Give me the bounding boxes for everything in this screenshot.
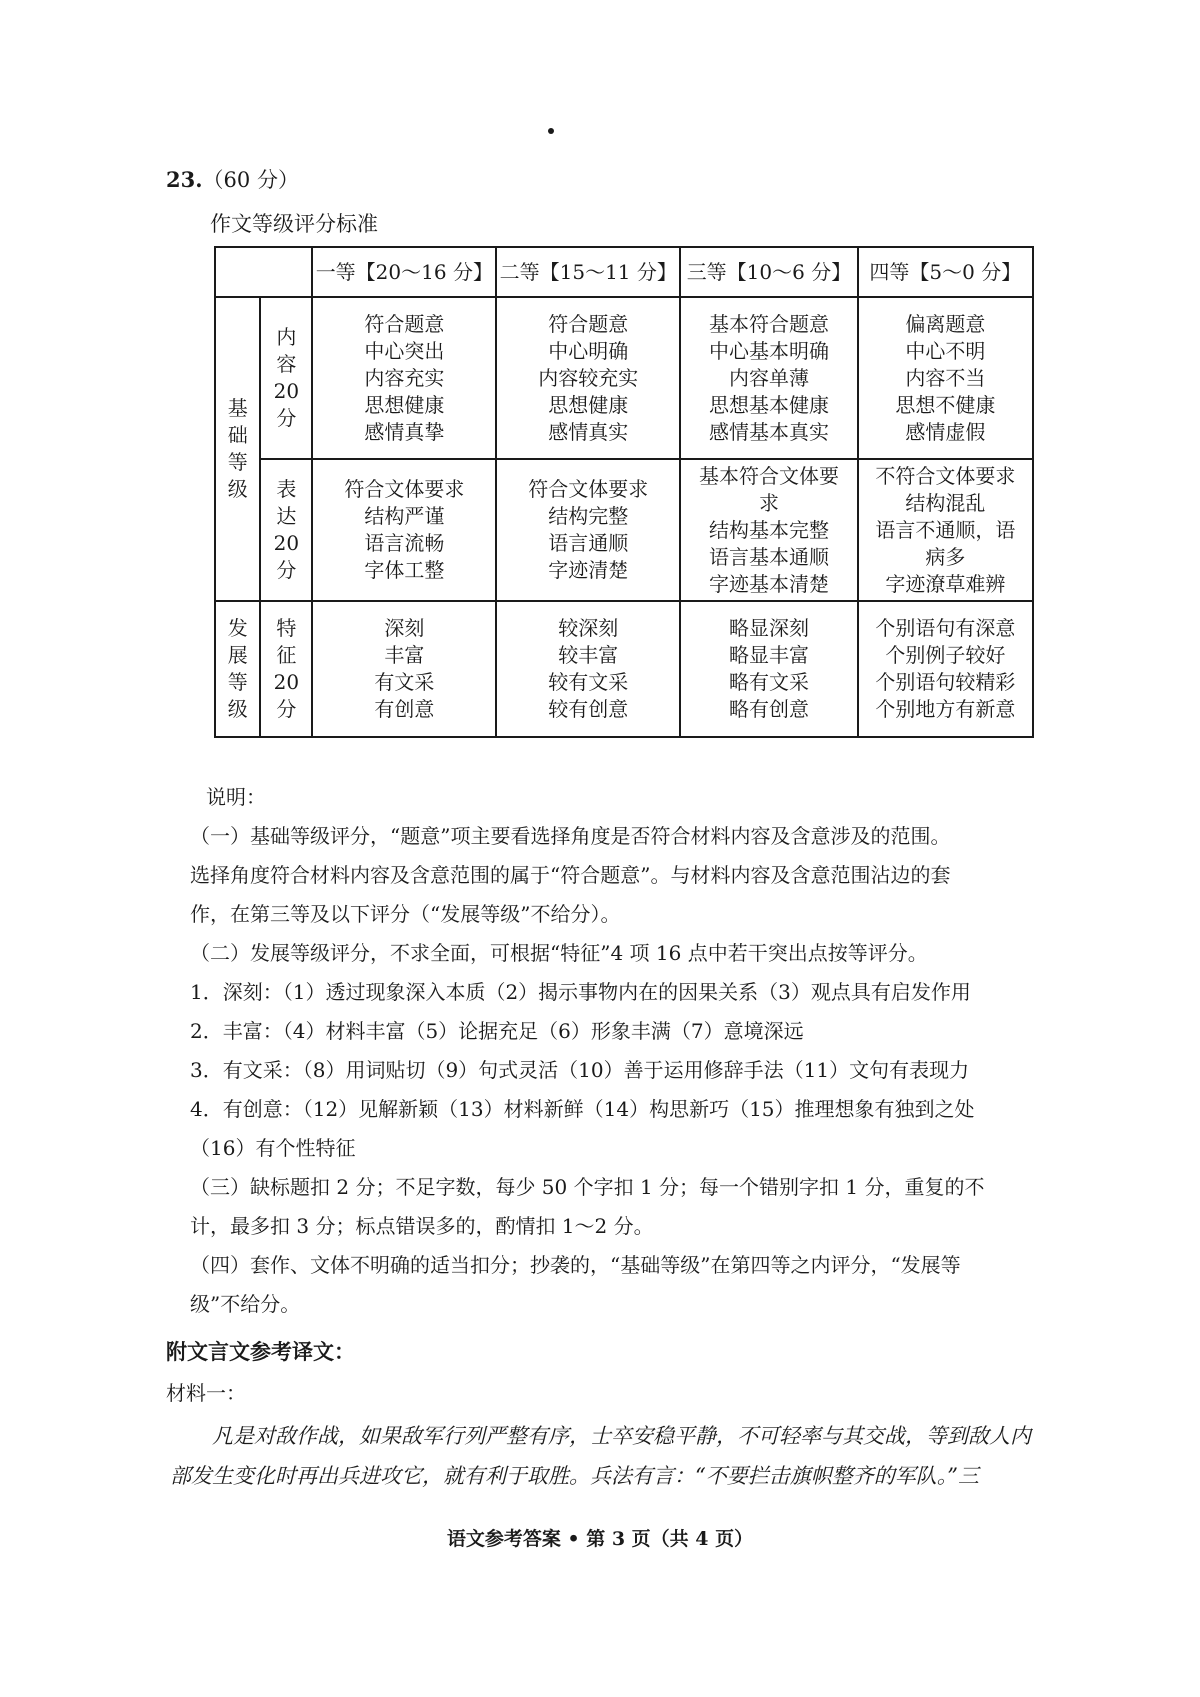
cell-expression-grade-4: 不符合文体要求 结构混乱 语言不通顺，语 病多 字迹潦草难辨 <box>858 459 1033 601</box>
table-title: 作文等级评分标准 <box>210 212 378 236</box>
cell-content-grade-2: 符合题意 中心明确 内容较充实 思想健康 感情真实 <box>496 297 680 459</box>
notes-line: 选择角度符合材料内容及含意范围的属于“符合题意”。与材料内容及含意范围沾边的套 <box>190 863 951 887</box>
cell-features-grade-4: 个别语句有深意 个别例子较好 个别语句较精彩 个别地方有新意 <box>858 601 1033 737</box>
cell-content-grade-4: 偏离题意 中心不明 内容不当 思想不健康 感情虚假 <box>858 297 1033 459</box>
grading-table <box>214 246 1034 738</box>
notes-line: （一）基础等级评分，“题意”项主要看选择角度是否符合材料内容及含意涉及的范围。 <box>190 824 951 848</box>
question-points: （60 分） <box>202 168 299 192</box>
appendix-title: 附文言文参考译文： <box>166 1339 355 1364</box>
cell-features-grade-1: 深刻 丰富 有文采 有创意 <box>312 601 496 737</box>
group-dev-label: 发 展 等 级 <box>215 601 260 737</box>
header-grade-2: 二等【15～11 分】 <box>496 247 680 297</box>
group-basic-label: 基 础 等 级 <box>215 297 260 601</box>
cell-expression-grade-1: 符合文体要求 结构严谨 语言流畅 字体工整 <box>312 459 496 601</box>
header-grade-1: 一等【20～16 分】 <box>312 247 496 297</box>
question-number <box>166 164 299 194</box>
notes-line: 3．有文采：（8）用词贴切（9）句式灵活（10）善于运用修辞手法（11）文句有表现力 <box>190 1058 970 1082</box>
notes-line: 4．有创意：（12）见解新颖（13）材料新鲜（14）构思新巧（15）推理想象有独到之处 <box>190 1097 975 1121</box>
question-number-label: 23. <box>166 167 203 192</box>
notes-line: 2．丰富：（4）材料丰富（5）论据充足（6）形象丰满（7）意境深远 <box>190 1019 804 1043</box>
table-row-content <box>215 297 1033 459</box>
notes-line: （二）发展等级评分，不求全面，可根据“特征”4 项 16 点中若干突出点按等评分。 <box>190 941 928 965</box>
notes-line: 作，在第三等及以下评分（“发展等级”不给分）。 <box>190 902 621 926</box>
notes-heading: 说明： <box>206 785 266 809</box>
cell-content-grade-1: 符合题意 中心突出 内容充实 思想健康 感情真挚 <box>312 297 496 459</box>
row-label-content: 内 容 20 分 <box>260 297 312 459</box>
cell-features-grade-3: 略显深刻 略显丰富 略有文采 略有创意 <box>680 601 857 737</box>
notes-line: 计，最多扣 3 分；标点错误多的，酌情扣 1～2 分。 <box>190 1214 654 1238</box>
cell-expression-grade-3: 基本符合文体要 求 结构基本完整 语言基本通顺 字迹基本清楚 <box>680 459 857 601</box>
header-grade-4: 四等【5～0 分】 <box>858 247 1033 297</box>
header-corner <box>215 247 312 297</box>
decorative-dot <box>548 128 554 134</box>
header-grade-3: 三等【10～6 分】 <box>680 247 857 297</box>
notes-line: （三）缺标题扣 2 分；不足字数，每少 50 个字扣 1 分；每一个错别字扣 1 分，重复的不 <box>190 1175 985 1199</box>
page-footer: 语文参考答案 • 第 3 页（共 4 页） <box>446 1528 754 1550</box>
cell-features-grade-2: 较深刻 较丰富 较有文采 较有创意 <box>496 601 680 737</box>
notes-line: 级”不给分。 <box>190 1292 301 1316</box>
table-row-expression <box>215 459 1033 601</box>
notes-line: 1．深刻：（1）透过现象深入本质（2）揭示事物内在的因果关系（3）观点具有启发作用 <box>190 980 971 1004</box>
translation-text: 凡是对敌作战，如果敌军行列严整有序，士卒安稳平静，不可轻率与其交战，等到敌人内部发生变化时再出兵进攻它，就有利于取胜。兵法有言：“不要拦击旗帜整齐的军队。”三 <box>170 1424 1031 1488</box>
notes-section <box>190 778 1040 1324</box>
cell-content-grade-3: 基本符合题意 中心基本明确 内容单薄 思想基本健康 感情基本真实 <box>680 297 857 459</box>
notes-line: （四）套作、文体不明确的适当扣分；抄袭的，“基础等级”在第四等之内评分，“发展等 <box>190 1253 961 1277</box>
notes-line: （16）有个性特征 <box>190 1136 356 1160</box>
material-label: 材料一： <box>166 1381 246 1405</box>
cell-expression-grade-2: 符合文体要求 结构完整 语言通顺 字迹清楚 <box>496 459 680 601</box>
row-label-features: 特 征 20 分 <box>260 601 312 737</box>
table-row-features <box>215 601 1033 737</box>
table-header-row <box>215 247 1033 297</box>
row-label-expression: 表 达 20 分 <box>260 459 312 601</box>
